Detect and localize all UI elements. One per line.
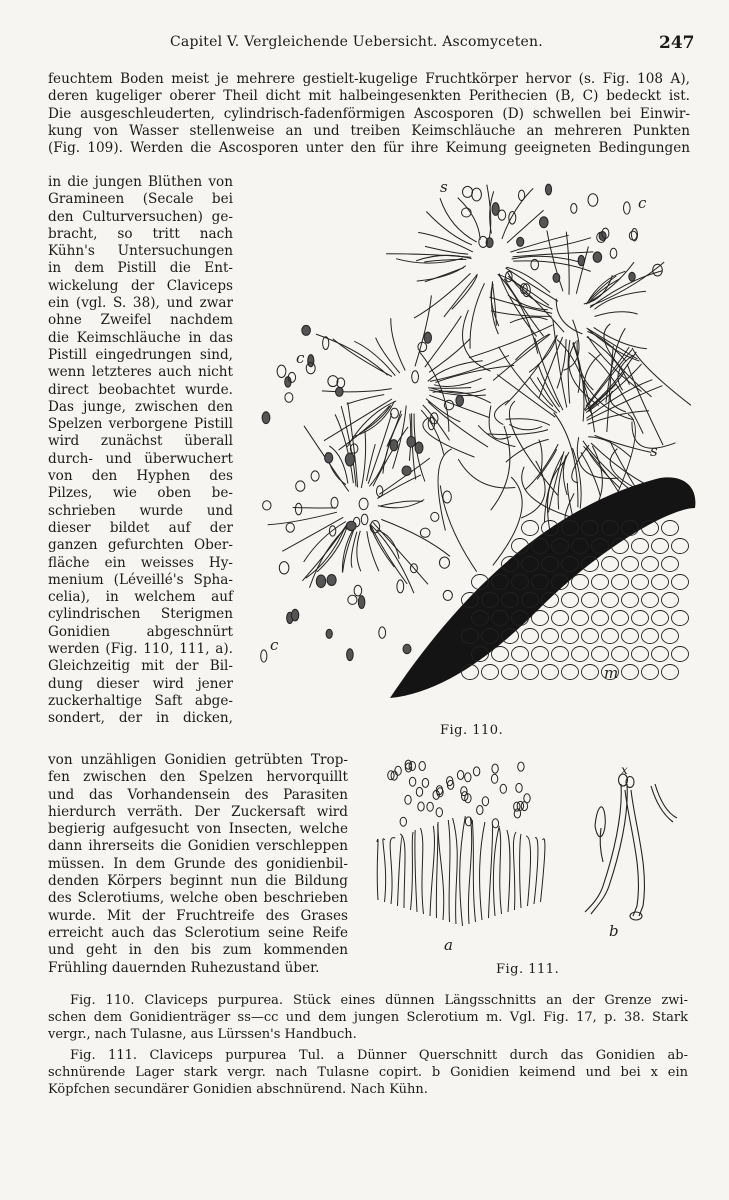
text-line: wickelung der Claviceps xyxy=(48,277,233,294)
paragraph-wrapped-column xyxy=(48,174,233,728)
caption-figure-111 xyxy=(48,1047,688,1098)
running-title: Capitel V. Vergleichende Uebersicht. Ascomyceten. xyxy=(170,34,543,50)
figure-110-label: Fig. 110. xyxy=(440,723,504,738)
text-line: ein (vgl. S. 38), und zwar xyxy=(48,295,233,312)
paragraph-top xyxy=(48,71,690,157)
text-line: werden (Fig. 110, 111, a). xyxy=(48,641,233,658)
fig110-letter-c-bottom: c xyxy=(270,636,279,654)
text-line: Die ausgeschleuderten, cylindrisch-fadenförmigen Ascosporen (D) schwellen bei Einwir- xyxy=(48,105,690,122)
page-header xyxy=(0,34,729,56)
caption-line: Fig. 110. Claviceps purpurea. Stück eines dünnen Längsschnitts an der Grenze zwi- xyxy=(70,993,688,1008)
caption-figure-110 xyxy=(48,992,688,1043)
text-line: ganzen gefurchten Ober- xyxy=(48,537,233,554)
fig111-letter-b: b xyxy=(609,922,619,940)
text-line: direct beobachtet wurde. xyxy=(48,381,233,398)
text-line: dann ihrerseits die Gonidien verschleppen xyxy=(48,838,348,855)
text-line: (Fig. 109). Werden die Ascosporen unter den für ihre Keimung geeigneten Bedingungen xyxy=(48,140,690,157)
paragraph-continuation xyxy=(48,752,348,977)
text-line: und geht in den bis zum kommenden xyxy=(48,942,348,959)
text-line: müssen. In dem Grunde des gonidienbil- xyxy=(48,855,348,872)
text-line: von den Hyphen des xyxy=(48,468,233,485)
text-line: die Keimschläuche in das xyxy=(48,329,233,346)
text-line: deren kugeliger oberer Theil dicht mit halbeingesenkten Perithecien (B, C) bedeckt ist. xyxy=(48,88,690,105)
caption-line: Köpfchen secundärer Gonidien abschnürend. Nach Kühn. xyxy=(48,1082,428,1097)
text-line: dung dieser wird jener xyxy=(48,675,233,692)
text-line: fläche ein weisses Hy- xyxy=(48,554,233,571)
figure-111b-illustration xyxy=(573,766,683,946)
fig110-letter-c-left: c xyxy=(296,349,305,367)
text-line: begierig aufgesucht von Insecten, welche xyxy=(48,821,348,838)
text-line: Frühling dauernden Ruhezustand über. xyxy=(48,959,320,976)
text-line: kung von Wasser stellenweise an und treiben Keimschläuche an mehreren Punkten xyxy=(48,122,690,139)
figure-111-label: Fig. 111. xyxy=(496,962,560,977)
text-line: wenn letzteres auch nicht xyxy=(48,364,233,381)
text-line: dieser bildet auf der xyxy=(48,519,233,536)
fig110-letter-m: m xyxy=(604,664,619,682)
text-line: feuchtem Boden meist je mehrere gestielt-kugelige Fruchtkörper hervor (s. Fig. 108 A), xyxy=(48,71,690,87)
text-line: Gonidien abgeschnürt xyxy=(48,623,233,640)
fig110-letter-s-right: s xyxy=(650,442,658,460)
text-line: in dem Pistill die Ent- xyxy=(48,260,233,277)
text-line: den Culturversuchen) ge- xyxy=(48,208,233,225)
text-line: wurde. Mit der Fruchtreife des Grases xyxy=(48,907,348,924)
text-line: menium (Léveillé's Spha- xyxy=(48,571,233,588)
text-line: Gleichzeitig mit der Bil- xyxy=(48,658,233,675)
fig110-letter-s-top: s xyxy=(440,178,448,196)
text-line: cylindrischen Sterigmen xyxy=(48,606,233,623)
figure-110-illustration xyxy=(240,178,700,718)
text-line: wird zunächst überall xyxy=(48,433,233,450)
text-line: von unzähligen Gonidien getrübten Trop- xyxy=(48,752,348,768)
text-line: durch- und überwuchert xyxy=(48,450,233,467)
text-line: Das junge, zwischen den xyxy=(48,398,233,415)
text-line: Spelzen verborgene Pistill xyxy=(48,416,233,433)
caption-line: schnürende Lager stark vergr. nach Tulasne copirt. b Gonidien keimend und bei x ein xyxy=(48,1065,688,1080)
text-line: fen zwischen den Spelzen hervorquillt xyxy=(48,769,348,786)
fig111-letter-x: x xyxy=(621,766,628,777)
text-line: bracht, so tritt nach xyxy=(48,225,233,242)
text-line: in die jungen Blüthen von xyxy=(48,174,233,190)
fig110-letter-c-top: c xyxy=(638,194,647,212)
text-line: celia), in welchem auf xyxy=(48,589,233,606)
text-line: Kühn's Untersuchungen xyxy=(48,243,233,260)
caption-line: vergr., nach Tulasne, aus Lürssen's Handbuch. xyxy=(48,1027,357,1042)
text-line: hierdurch verräth. Der Zuckersaft wird xyxy=(48,803,348,820)
text-line: und das Vorhandensein des Parasiten xyxy=(48,786,348,803)
text-line: schrieben wurde und xyxy=(48,502,233,519)
text-line: zuckerhaltige Saft abge- xyxy=(48,692,233,709)
page-number: 247 xyxy=(659,33,695,53)
text-line: Pilzes, wie oben be- xyxy=(48,485,233,502)
text-line: ohne Zweifel nachdem xyxy=(48,312,233,329)
text-line: erreicht auch das Sclerotium seine Reife xyxy=(48,924,348,941)
fig111-letter-a: a xyxy=(444,936,453,954)
text-line: denden Körpers beginnt nun die Bildung xyxy=(48,873,348,890)
text-line: sondert, der in dicken, xyxy=(48,710,233,727)
caption-line: Fig. 111. Claviceps purpurea Tul. a Dünner Querschnitt durch das Gonidien ab- xyxy=(70,1048,688,1063)
text-line: des Sclerotiums, welche oben beschrieben xyxy=(48,890,348,907)
figure-111a-illustration xyxy=(368,756,558,956)
caption-line: schen dem Gonidienträger ss—cc und dem jungen Sclerotium m. Vgl. Fig. 17, p. 38. Stark xyxy=(48,1010,688,1025)
text-line: Gramineen (Secale bei xyxy=(48,191,233,208)
text-line: Pistill eingedrungen sind, xyxy=(48,346,233,363)
